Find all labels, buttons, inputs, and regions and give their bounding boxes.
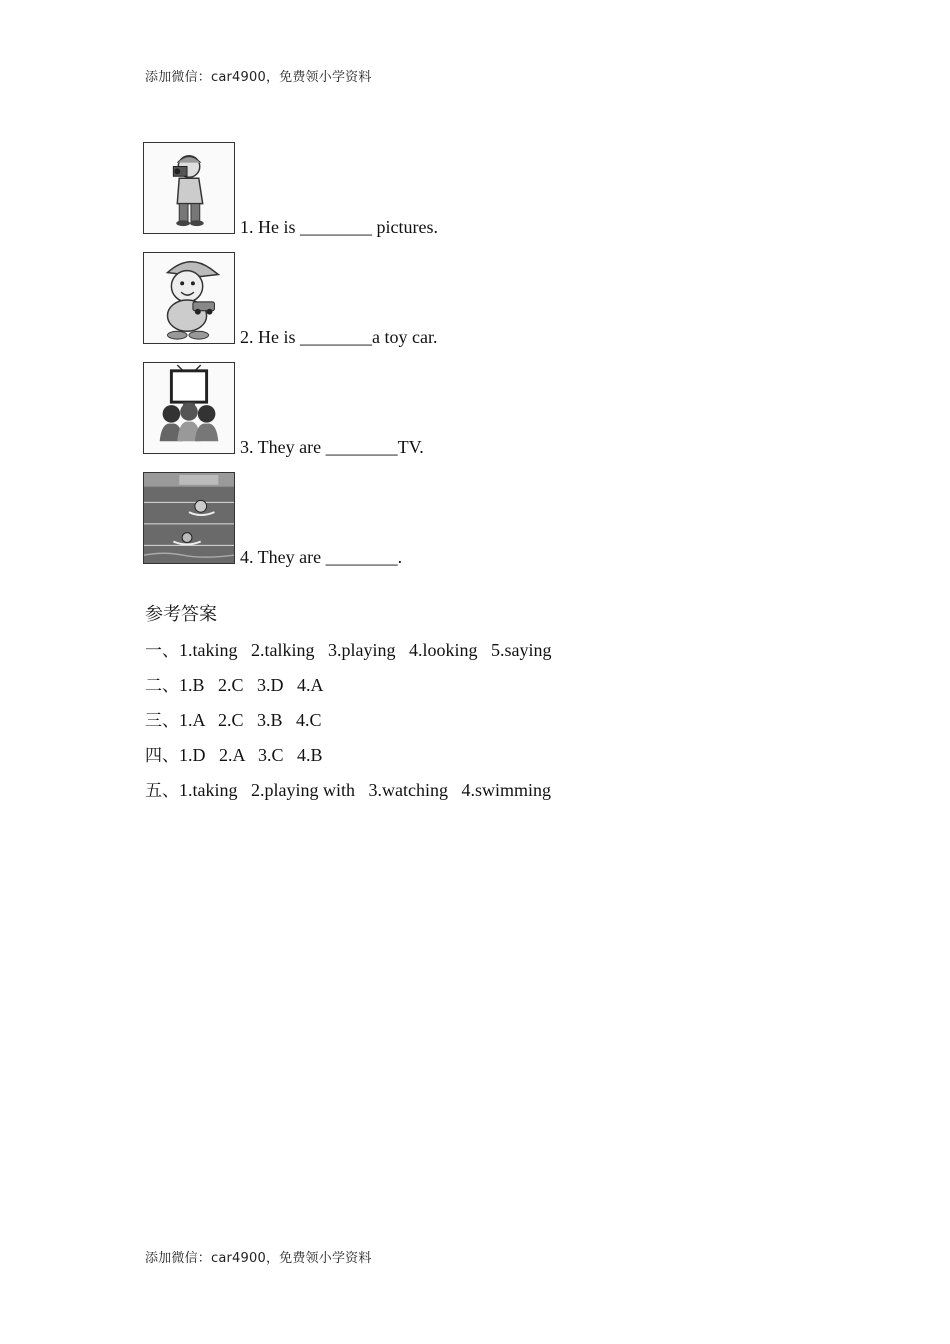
exercise-sentence: 4. They are ________.	[240, 547, 403, 567]
answer-line	[145, 673, 551, 708]
exercise-item	[143, 344, 438, 457]
exercise-item	[143, 124, 438, 237]
answer-section-label: 一、	[145, 641, 179, 661]
exercise-item	[143, 234, 438, 347]
exercise-sentence: 3. They are ________TV.	[240, 437, 424, 457]
page-header: 添加微信：car4900，免费领小学资料	[145, 70, 372, 85]
answer-text: 1.D 2.A 3.C 4.B	[179, 745, 323, 765]
answer-line	[145, 638, 551, 673]
boy-playing-toy-car-image	[143, 252, 235, 344]
children-watching-tv-image	[143, 362, 235, 454]
answer-section-label: 四、	[145, 746, 179, 766]
people-swimming-image	[143, 472, 235, 564]
exercise-item	[143, 454, 438, 567]
answer-text: 1.taking 2.playing with 3.watching 4.swimming	[179, 780, 551, 800]
answer-line	[145, 743, 551, 778]
answer-line	[145, 708, 551, 743]
answer-key-title: 参考答案	[145, 604, 217, 625]
boy-taking-photo-image	[143, 142, 235, 234]
answer-text: 1.A 2.C 3.B 4.C	[179, 710, 322, 730]
answer-section-label: 二、	[145, 676, 179, 696]
answer-section-label: 五、	[145, 781, 179, 801]
answer-section-label: 三、	[145, 711, 179, 731]
exercise-sentence: 1. He is ________ pictures.	[240, 217, 438, 237]
answer-text: 1.B 2.C 3.D 4.A	[179, 675, 324, 695]
exercise-sentence: 2. He is ________a toy car.	[240, 327, 438, 347]
picture-exercise	[143, 124, 438, 567]
answer-key	[145, 600, 551, 813]
page-footer: 添加微信：car4900，免费领小学资料	[145, 1251, 372, 1266]
answer-line	[145, 778, 551, 813]
answer-text: 1.taking 2.talking 3.playing 4.looking 5.saying	[179, 640, 552, 660]
